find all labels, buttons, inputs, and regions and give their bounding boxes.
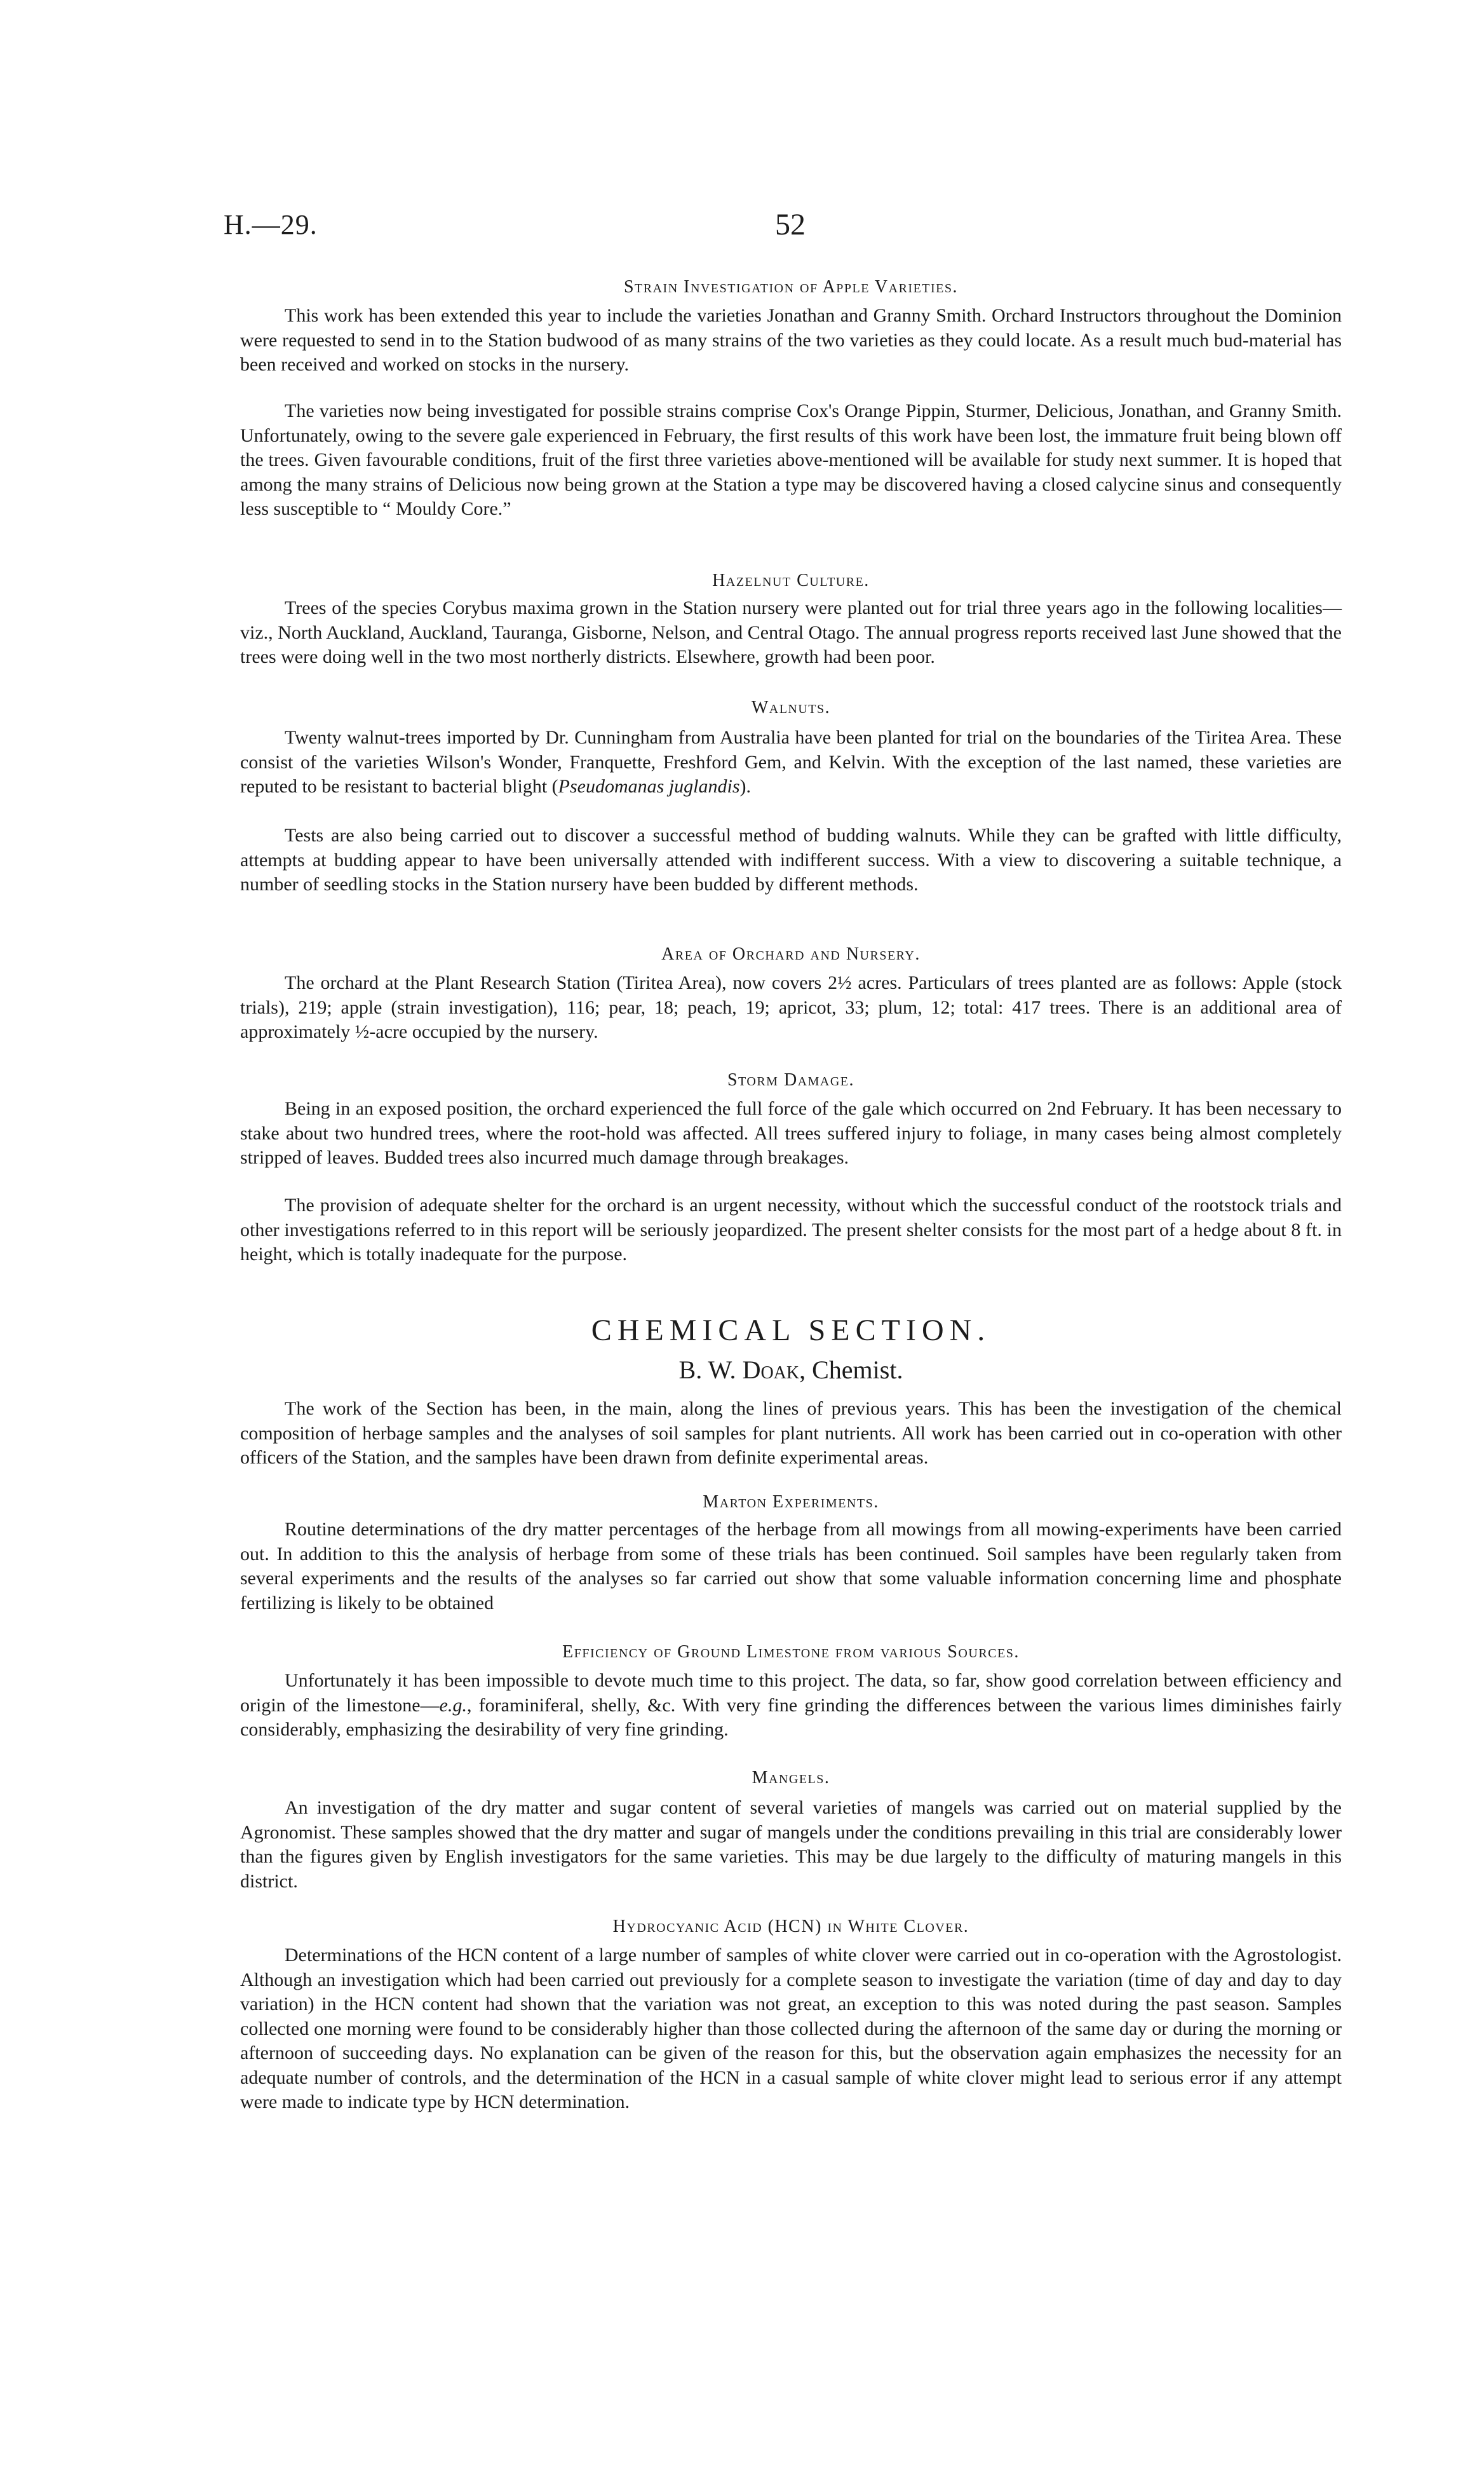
heading-hcn-white-clover: Hydrocyanic Acid (HCN) in White Clover.	[612, 1917, 969, 1936]
heading-walnuts: Walnuts.	[751, 698, 831, 717]
paragraph-mangels: An investigation of the dry matter and sugar content of several varieties of mangels was carried out on material supplied by the Agronomist. These samples showed that the dry matter and sugar of mangels under the conditions prevailing in this trial are considerably lower than the figures given by English investigators for the same varieties. This may be due largely to the difficulty of maturing mangels in this district.	[240, 1797, 1342, 1892]
heading-mangels: Mangels.	[752, 1768, 830, 1788]
limestone-text-a: Unfortunately it has been impossible to devote much time to this project. The data, so far, show good correlation between efficiency and origin of the limestone—	[240, 1670, 1342, 1716]
heading-hazelnut-culture: Hazelnut Culture.	[712, 571, 870, 590]
heading-area-orchard: Area of Orchard and Nursery.	[661, 944, 921, 964]
chemist-initials: B. W.	[678, 1355, 736, 1384]
page-number: 52	[775, 208, 806, 241]
heading-storm-damage: Storm Damage.	[727, 1070, 855, 1090]
paragraph-hcn: Determinations of the HCN content of a large number of samples of white clover were carried out in co-operation with the Agrostologist. Although an investigation which had been carried out previously for a complete season to investigate the variation (time of day and day to day variation) in the HCN content had shown that the variation was not great, an exception to this was noted during the past season. Samples collected one morning were found to be considerably higher than those collected during the afternoon of the same day or during the morning or afternoon of succeeding days. No explanation can be given of the reason for this, but the observation again emphasizes the necessity for an adequate number of controls, and the determination of the HCN in a casual sample of white clover might lead to serious error if any attempt were made to indicate type by HCN determination.	[240, 1945, 1342, 2112]
chemist-surname: Doak	[742, 1355, 800, 1384]
paragraph-walnuts-2: Tests are also being carried out to discover a successful method of budding walnuts. While they can be grafted with little difficulty, attempts at budding appear to have been universally attended with indifferent success. With a view to discovering a suitable technique, a number of seedling stocks in the Station nursery have been budded by different methods.	[240, 825, 1342, 895]
paragraph-limestone	[240, 1669, 1342, 1742]
chemist-byline	[240, 1355, 1342, 1385]
chemical-section-title: CHEMICAL SECTION.	[591, 1314, 991, 1347]
paragraph-area: The orchard at the Plant Research Station (Tiritea Area), now covers 2½ acres. Particulars of trees planted are as follows: Apple (stock trials), 219; apple (strain investigation), 116; pear, 18; peach, 19; apricot, 33; plum, 12; total: 417 trees. There is an additional area of approximately ½-acre occupied by the nursery.	[240, 972, 1342, 1042]
paragraph-hazelnut: Trees of the species Corybus maxima grown in the Station nursery were planted out for trial three years ago in the following localities—viz., North Auckland, Auckland, Tauranga, Gisborne, Nelson, and Central Otago. The annual progress reports received last June showed that the trees were doing well in the two most northerly districts. Elsewhere, growth had been poor.	[240, 597, 1342, 667]
pathogen-name: Pseudomanas juglandis	[558, 776, 740, 797]
paragraph-chemical-intro: The work of the Section has been, in the main, along the lines of previous years. This has been the investigation of the chemical composition of herbage samples and the analyses of soil samples for plant nutrients. All work has been carried out in co-operation with other officers of the Station, and the samples have been drawn from definite experimental areas.	[240, 1398, 1342, 1468]
paragraph-marton: Routine determinations of the dry matter percentages of the herbage from all mowings from all mowing-experiments have been carried out. In addition to this the analysis of herbage from some of these trials has been continued. Soil samples have been regularly taken from several experiments and the results of the analyses so far carried out show that some valuable information concerning lime and phosphate fertilizing is likely to be obtained	[240, 1519, 1342, 1613]
limestone-text-b: , foraminiferal, shelly, &c. With very fine grinding the differences between the various limes diminishes fairly considerably, emphasizing the desirability of very fine grinding.	[240, 1694, 1342, 1740]
paragraph-strain-1: This work has been extended this year to include the varieties Jonathan and Granny Smith. Orchard Instructors throughout the Dominion were requested to send in to the Station budwood of as many strains of the two varieties as they could locate. As a result much bud-material has been received and worked on stocks in the nursery.	[240, 305, 1342, 375]
paragraph-storm-1: Being in an exposed position, the orchard experienced the full force of the gale which occurred on 2nd February. It has been necessary to stake about two hundred trees, where the root-hold was affected. All trees suffered injury to foliage, in many cases being almost completely stripped of leaves. Budded trees also incurred much damage through breakages.	[240, 1098, 1342, 1168]
limestone-eg: e.g.	[439, 1694, 467, 1716]
walnuts-text-b: ).	[739, 776, 752, 797]
heading-limestone-efficiency: Efficiency of Ground Limestone from various Sources.	[562, 1642, 1020, 1662]
heading-marton-experiments: Marton Experiments.	[703, 1492, 879, 1512]
paragraph-strain-2: The varieties now being investigated for possible strains comprise Cox's Orange Pippin, Sturmer, Delicious, Jonathan, and Granny Smith. Unfortunately, owing to the severe gale experienced in February, the first results of this work have been lost, the immature fruit being blown off the trees. Given favourable conditions, fruit of the first three varieties above-mentioned will be available for study next summer. It is hoped that among the many strains of Delicious now being grown at the Station a type may be discovered having a closed calycine sinus and consequently less susceptible to “ Mouldy Core.”	[240, 400, 1342, 519]
paragraph-storm-2: The provision of adequate shelter for the orchard is an urgent necessity, without which the successful conduct of the rootstock trials and other investigations referred to in this report will be seriously jeopardized. The present shelter consists for the most part of a hedge about 8 ft. in height, which is totally inadequate for the purpose.	[240, 1195, 1342, 1265]
report-code: H.—29.	[224, 209, 318, 240]
walnuts-text-a: Twenty walnut-trees imported by Dr. Cunningham from Australia have been planted for trial on the boundaries of the Tiritea Area. These consist of the varieties Wilson's Wonder, Franquette, Freshford Gem, and Kelvin. With the exception of the last named, these varieties are reputed to be resistant to bacterial blight (	[240, 727, 1342, 797]
heading-strain-investigation: Strain Investigation of Apple Varieties.	[623, 277, 959, 297]
paragraph-walnuts-1	[240, 726, 1342, 799]
chemist-role: , Chemist.	[799, 1355, 903, 1384]
